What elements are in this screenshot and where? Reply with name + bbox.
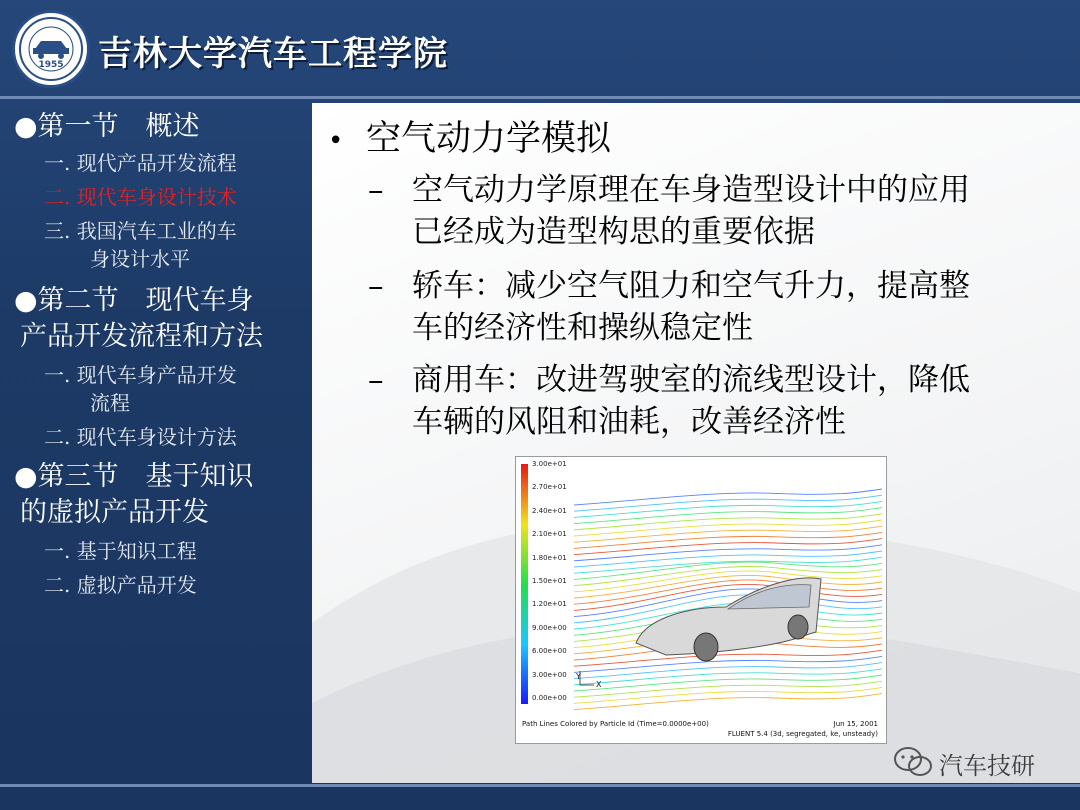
axis-x-label: X [596, 680, 602, 689]
content-panel [312, 103, 1080, 783]
section-3-title-cont: 的虚拟产品开发 [20, 497, 209, 528]
colorbar-tick-label: 2.10e+01 [532, 530, 567, 539]
colorbar-tick-label: 1.20e+01 [532, 600, 567, 609]
figure-date: Jun 15, 2001 [833, 720, 878, 728]
bullet-item-2 [368, 265, 1058, 349]
university-logo [12, 10, 90, 88]
colorbar-tick-label: 1.80e+01 [532, 553, 567, 562]
school-name: 吉林大学汽车工程学院 [98, 34, 448, 74]
streamline [574, 501, 882, 517]
heading-text: 空气动力学模拟 [366, 119, 612, 159]
dash-marker: – [368, 172, 384, 208]
section-3-title[interactable]: ●第三节 基于知识 [14, 461, 254, 492]
bullet-item-3 [368, 359, 1058, 443]
section-2-title[interactable]: ●第二节 现代车身 [14, 285, 254, 316]
streamlines [574, 489, 882, 710]
colorbar-tick-label: 3.00e+01 [532, 460, 567, 468]
bullet-item-1 [368, 169, 1058, 253]
logo-year: 1955 [38, 60, 64, 70]
car-silhouette [636, 578, 821, 661]
section-1-title[interactable]: ●第一节 概述 [14, 111, 200, 142]
item-3-line-2: 车辆的风阻和油耗，改善经济性 [412, 404, 846, 440]
header-divider [0, 96, 1080, 99]
streamline [574, 650, 882, 666]
streamline [574, 681, 882, 697]
section-1-sub-3-cont: 身设计水平 [90, 247, 190, 271]
footer-divider [0, 784, 1080, 787]
item-2-line-1: 轿车：减少空气阻力和空气升力，提高整 [412, 268, 970, 304]
colorbar-tick-label: 1.50e+01 [532, 577, 567, 585]
streamline [574, 551, 882, 567]
cfd-plot [516, 457, 886, 743]
colorbar-tick-label: 2.70e+01 [532, 483, 567, 492]
colorbar-tick-label: 6.00e+00 [532, 647, 567, 656]
axis-y-label: Y [576, 672, 581, 681]
section-1-sub-1[interactable]: 一. 现代产品开发流程 [44, 151, 237, 175]
streamline [574, 571, 882, 592]
streamline [574, 508, 882, 524]
section-1-sub-3[interactable]: 三. 我国汽车工业的车 [44, 219, 237, 243]
streamline [574, 656, 882, 672]
streamline [574, 663, 882, 679]
streamline [574, 557, 882, 573]
streamline [574, 675, 882, 691]
item-2-line-2: 车的经济性和操纵稳定性 [412, 310, 753, 346]
section-2-title-cont: 产品开发流程和方法 [20, 321, 263, 352]
streamline [574, 495, 882, 511]
streamline [574, 545, 882, 561]
streamline [574, 562, 882, 579]
colorbar-tick-label: 3.00e+00 [532, 670, 567, 679]
streamline [574, 489, 882, 505]
wechat-icon [893, 746, 933, 778]
item-1-line-1: 空气动力学原理在车身造型设计中的应用 [412, 172, 970, 208]
streamline [574, 514, 882, 530]
streamline [574, 520, 882, 536]
streamline [574, 539, 882, 555]
colorbar-tick-label: 9.00e+00 [532, 623, 567, 632]
figure-solver-info: FLUENT 5.4 (3d, segregated, ke, unsteady) [727, 730, 878, 738]
colorbar [521, 464, 528, 704]
heading-bullet: • [328, 125, 344, 156]
section-3-sub-1[interactable]: 一. 基于知识工程 [44, 539, 197, 563]
sidebar-outline [0, 103, 312, 783]
watermark-text: 汽车技研 [939, 752, 1035, 780]
section-1-sub-2-active[interactable]: 二. 现代车身设计技术 [44, 185, 237, 209]
item-1-line-2: 已经成为造型构思的重要依据 [412, 214, 815, 250]
colorbar-tick-label: 2.40e+01 [532, 506, 567, 515]
slide-heading [328, 117, 611, 163]
dash-marker: – [368, 362, 384, 398]
section-2-sub-1-cont: 流程 [90, 391, 130, 415]
item-3-line-1: 商用车：改进驾驶室的流线型设计，降低 [412, 362, 970, 398]
cfd-pathline-figure [515, 456, 887, 744]
streamline [574, 532, 882, 548]
dash-marker: – [368, 268, 384, 304]
colorbar-tick-label: 0.00e+00 [532, 694, 567, 702]
section-2-sub-2[interactable]: 二. 现代车身设计方法 [44, 425, 237, 449]
section-3-sub-2[interactable]: 二. 虚拟产品开发 [44, 573, 197, 597]
section-2-sub-1[interactable]: 一. 现代车身产品开发 [44, 363, 237, 387]
streamline [574, 687, 882, 703]
streamline [574, 669, 882, 685]
header-bar [0, 0, 1080, 92]
streamline [574, 526, 882, 542]
streamline [574, 580, 882, 604]
streamline [574, 694, 882, 710]
figure-caption: Path Lines Colored by Particle Id (Time=0.0000e+00) [522, 720, 709, 728]
